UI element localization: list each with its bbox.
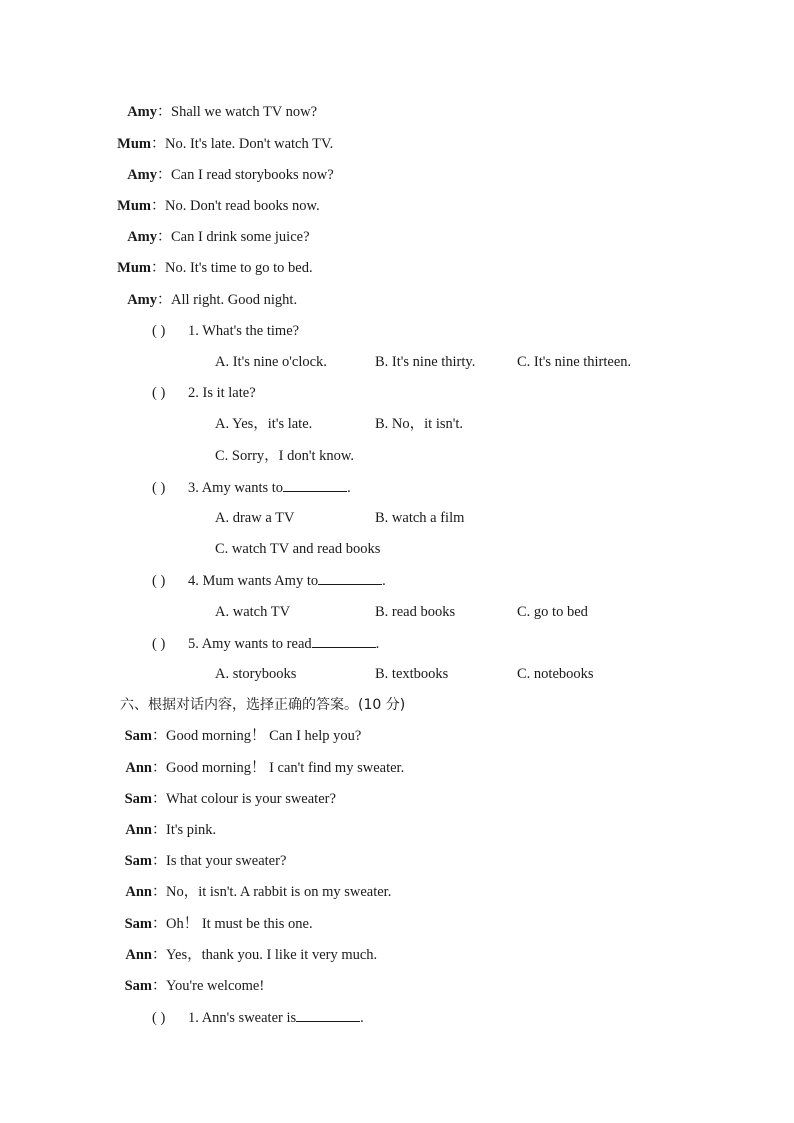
option-b: B. It's nine thirty. [375,354,476,370]
colon: ： [151,260,166,276]
question-5 [152,633,379,653]
option-a: A. It's nine o'clock. [215,354,327,370]
colon: ： [152,978,167,994]
dialogue-text: Can I drink some juice? [171,229,310,245]
dialogue-text: No，it isn't. A rabbit is on my sweater. [166,884,392,900]
speaker-name: Sam [124,791,152,807]
dialogue-line [111,196,320,216]
dialogue-line [117,227,310,247]
dialogue-line [112,882,391,902]
dialogue-line [112,726,361,746]
answer-blank[interactable] [312,633,376,648]
option-c: C. It's nine thirteen. [517,354,632,370]
colon: ： [152,760,167,776]
dialogue-line [117,102,317,122]
answer-paren[interactable]: ( ) [152,1010,166,1026]
dialogue-text: You're welcome! [166,978,265,994]
speaker-name: Amy [127,229,157,245]
speaker-name: Mum [117,260,151,276]
dialogue-text: No. It's late. Don't watch TV. [165,136,334,152]
option-c: C. go to bed [517,604,588,620]
option-b: B. No，it isn't. [375,416,464,432]
question-stem: 2. Is it late? [188,385,256,401]
dialogue-line [111,134,333,154]
dialogue-text: Can I read storybooks now? [171,167,334,183]
question-suffix: . [382,573,386,589]
colon: ： [152,728,167,744]
question-suffix: . [360,1010,364,1026]
dialogue-text: Shall we watch TV now? [171,104,318,120]
dialogue-line [112,976,264,996]
speaker-name: Sam [124,853,152,869]
option-c: C. notebooks [517,666,594,682]
question-3 [152,477,351,497]
section-heading: 六、根据对话内容，选择正确的答案。(10 分) [120,697,406,713]
answer-paren[interactable]: ( ) [152,573,166,589]
question-stem: 5. Amy wants to read [188,636,312,652]
colon: ： [152,947,167,963]
question-suffix: . [375,636,380,652]
question-2 [152,383,256,403]
colon: ： [157,292,172,308]
speaker-name: Mum [117,136,151,152]
dialogue-line [112,758,404,778]
dialogue-line [112,789,336,809]
dialogue-line [117,165,334,185]
option-a: A. Yes，it's late. [215,416,313,432]
question-stem: 3. Amy wants to [188,480,284,496]
question-4 [152,570,386,590]
question-1 [152,321,299,341]
dialogue-text: Good morning！ Can I help you? [166,728,362,744]
option-c: C. watch TV and read books [215,541,381,557]
answer-paren[interactable]: ( ) [152,636,166,652]
question-stem: 1. What's the time? [188,323,300,339]
answer-blank[interactable] [283,477,347,492]
dialogue-text: What colour is your sweater? [166,791,336,807]
dialogue-text: It's pink. [166,822,217,838]
speaker-name: Ann [125,760,152,776]
speaker-name: Ann [125,822,152,838]
dialogue-line [112,945,377,965]
answer-paren[interactable]: ( ) [152,323,166,339]
option-b: B. watch a film [375,510,465,526]
colon: ： [157,167,172,183]
colon: ： [151,198,166,214]
speaker-name: Mum [117,198,151,214]
question-stem: 4. Mum wants Amy to [188,573,319,589]
colon: ： [157,229,172,245]
colon: ： [152,916,167,932]
colon: ： [152,791,167,807]
dialogue-text: Yes，thank you. I like it very much. [166,947,378,963]
dialogue-line [112,914,313,934]
speaker-name: Amy [127,104,157,120]
speaker-name: Sam [124,728,152,744]
dialogue-text: Is that your sweater? [166,853,287,869]
option-b: B. textbooks [375,666,449,682]
dialogue-text: Oh！ It must be this one. [166,916,313,932]
question-1 [152,1007,364,1027]
option-a: A. storybooks [215,666,297,682]
option-a: A. watch TV [215,604,291,620]
option-c: C. Sorry，I don't know. [215,448,355,464]
option-a: A. draw a TV [215,510,295,526]
speaker-name: Ann [125,947,152,963]
speaker-name: Amy [127,292,157,308]
dialogue-line [112,820,216,840]
question-stem: 1. Ann's sweater is [188,1010,297,1026]
answer-blank[interactable] [318,570,382,585]
answer-paren[interactable]: ( ) [152,385,166,401]
option-b: B. read books [375,604,456,620]
dialogue-text: No. Don't read books now. [165,198,320,214]
colon: ： [152,822,167,838]
dialogue-line [112,851,286,871]
colon: ： [157,104,172,120]
dialogue-line [111,258,313,278]
dialogue-text: Good morning！ I can't find my sweater. [166,760,405,776]
speaker-name: Ann [125,884,152,900]
answer-paren[interactable]: ( ) [152,480,166,496]
colon: ： [152,884,167,900]
speaker-name: Amy [127,167,157,183]
dialogue-line [117,290,297,310]
question-suffix: . [347,480,351,496]
colon: ： [151,136,166,152]
speaker-name: Sam [124,978,152,994]
speaker-name: Sam [124,916,152,932]
colon: ： [152,853,167,869]
dialogue-text: No. It's time to go to bed. [165,260,313,276]
dialogue-text: All right. Good night. [171,292,298,308]
answer-blank[interactable] [296,1007,360,1022]
